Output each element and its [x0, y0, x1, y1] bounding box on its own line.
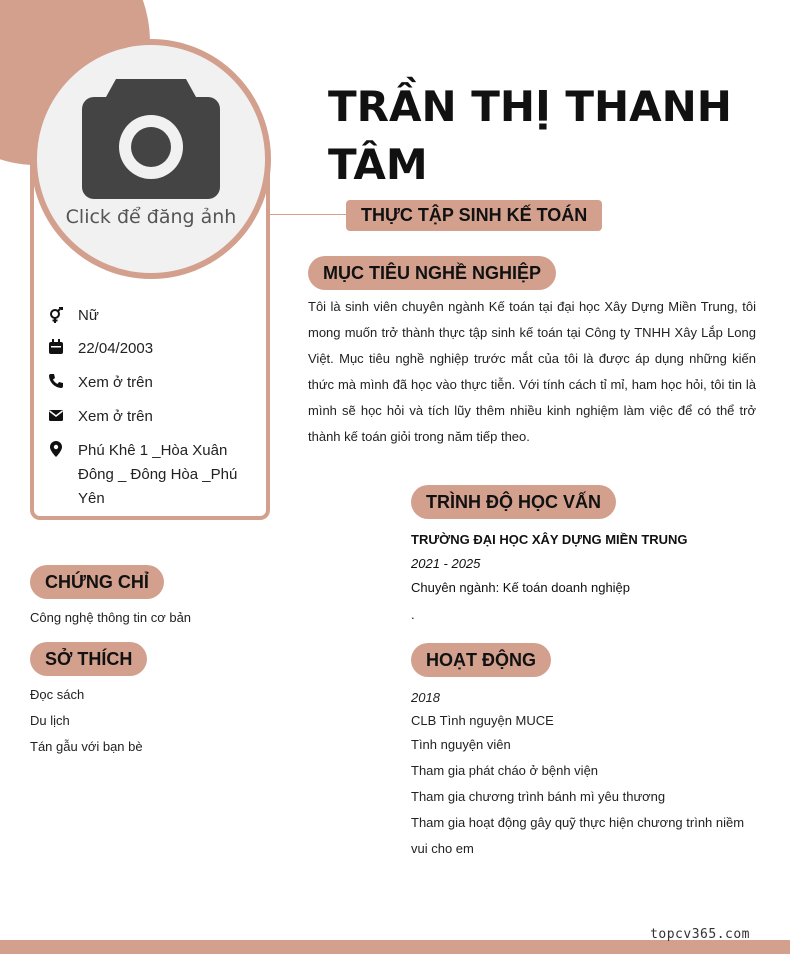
hobbies-heading: SỞ THÍCH — [30, 642, 147, 676]
contact-email — [48, 405, 238, 429]
contact-gender — [48, 305, 238, 327]
certificates-list — [30, 605, 191, 631]
list-item: Đọc sách — [30, 687, 85, 702]
education-major: Chuyên ngành: Kế toán doanh nghiệp — [411, 580, 631, 595]
envelope-icon — [48, 407, 64, 423]
calendar-icon — [48, 339, 64, 355]
list-item: Tham gia chương trình bánh mì yêu thương — [411, 789, 666, 804]
phone-value: Xem ở trên — [78, 374, 153, 391]
footer-bar — [0, 940, 790, 954]
education-note: . — [411, 607, 415, 622]
list-item: Tham gia hoạt động gây quỹ thực hiện chương trình niềm vui cho em — [411, 815, 745, 856]
activity-organization: CLB Tình nguyện MUCE — [411, 713, 554, 728]
gender-icon — [48, 307, 64, 323]
objective-text: Tôi là sinh viên chuyên ngành Kế toán tại đại học Xây Dựng Miền Trung, tôi mong muốn trở thành thực tập sinh kế toán tại Công ty TNHH Xây Lắp Long Việt. Mục tiêu nghề nghiệp trước mắt của tôi là được áp dụng những kiến thức mà mình đã học vào thực tiễn. Với tính cách tỉ mỉ, ham học hỏi, tôi tin là mình sẽ học hỏi và tích lũy thêm nhiều kinh nghiệm làm việc để có thể trở thành kế toán giỏi trong năm tiếp theo. — [308, 299, 756, 444]
watermark: topcv365.com — [650, 927, 750, 942]
education-school: TRƯỜNG ĐẠI HỌC XÂY DỰNG MIỀN TRUNG — [411, 532, 688, 547]
education-section — [411, 528, 761, 630]
contact-birthday — [48, 337, 238, 361]
education-years: 2021 - 2025 — [411, 556, 481, 571]
activities-section — [411, 686, 763, 862]
list-item: Du lịch — [30, 713, 70, 728]
job-title: THỰC TẬP SINH KẾ TOÁN — [346, 200, 602, 231]
camera-icon — [82, 79, 220, 199]
activities-heading: HOẠT ĐỘNG — [411, 643, 551, 677]
list-item: Công nghệ thông tin cơ bản — [30, 610, 192, 625]
hobbies-list — [30, 682, 143, 760]
contact-address — [48, 439, 238, 511]
address-value: Phú Khê 1 _Hòa Xuân Đông _ Đông Hòa _Phú Yên — [78, 442, 238, 507]
activity-year: 2018 — [411, 690, 440, 705]
education-heading: TRÌNH ĐỘ HỌC VẤN — [411, 485, 616, 519]
contact-list — [48, 305, 238, 521]
certificates-heading: CHỨNG CHỈ — [30, 565, 164, 599]
email-value: Xem ở trên — [78, 408, 153, 425]
photo-upload-label: Click để đăng ảnh — [65, 206, 237, 228]
list-item: Tham gia phát cháo ở bệnh viện — [411, 763, 599, 778]
contact-phone — [48, 371, 238, 395]
list-item: Tình nguyện viên — [411, 737, 511, 752]
gender-value: Nữ — [78, 307, 99, 324]
location-pin-icon — [48, 441, 64, 457]
list-item: Tán gẫu với bạn bè — [30, 739, 143, 754]
objective-heading: MỤC TIÊU NGHỀ NGHIỆP — [308, 256, 556, 290]
birthday-value: 22/04/2003 — [78, 340, 154, 357]
profile-photo-upload[interactable] — [31, 39, 271, 279]
phone-icon — [48, 373, 64, 389]
candidate-name: TRẦN THỊ THANH TÂM — [328, 82, 732, 189]
title-connector-line — [268, 214, 348, 215]
